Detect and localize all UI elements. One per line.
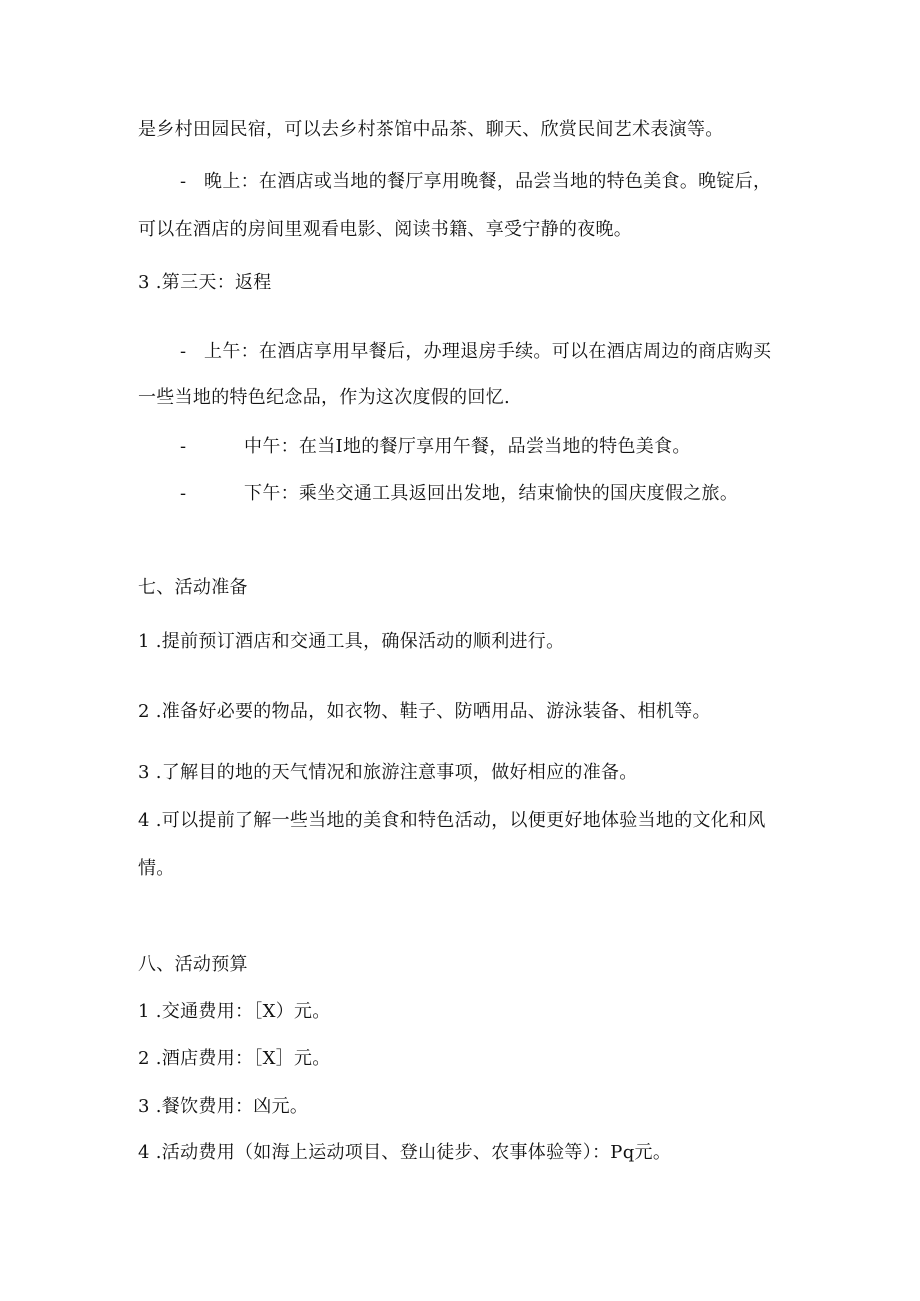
list-item-text: 4 .活动费用（如海上运动项目、登山徒步、农事体验等）：Pq元。 — [138, 1142, 672, 1163]
paragraph-line — [138, 118, 724, 142]
list-item-continuation — [138, 857, 175, 881]
morning-activity-line — [180, 340, 771, 364]
section-heading-text: 七、活动准备 — [138, 577, 248, 598]
list-item — [138, 700, 711, 724]
dash-bullet: - — [180, 341, 187, 362]
paragraph-line — [138, 218, 632, 242]
list-item — [138, 1047, 331, 1071]
list-item-text: 1 .提前预订酒店和交通工具，确保活动的顺利进行。 — [138, 631, 565, 652]
paragraph-text: 是乡村田园民宿，可以去乡村茶馆中品茶、聊天、欣赏民间艺术表演等。 — [138, 119, 724, 140]
list-item — [138, 630, 564, 654]
list-item — [138, 761, 638, 785]
list-item — [138, 809, 766, 833]
list-item — [138, 1000, 331, 1024]
paragraph-text: 可以在酒店的房间里观看电影、阅读书籍、享受宁静的夜晚。 — [138, 219, 633, 240]
list-item-text: 3 .了解目的地的天气情况和旅游注意事项，做好相应的准备。 — [138, 762, 638, 783]
evening-activity-line — [180, 170, 771, 194]
dash-bullet: - — [180, 436, 187, 457]
list-item-text: 3 .餐饮费用：凶元。 — [138, 1096, 309, 1117]
section-heading-budget — [138, 953, 248, 977]
paragraph-text: 上午：在酒店享用早餐后，办理退房手续。可以在酒店周边的商店购买 — [204, 341, 772, 362]
paragraph-text: 一些当地的特色纪念品，作为这次度假的回忆. — [138, 387, 511, 408]
afternoon-activity-line — [180, 482, 738, 506]
day-three-heading — [138, 271, 272, 295]
list-item-text: 2 .准备好必要的物品，如衣物、鞋子、防哂用品、游泳装备、相机等。 — [138, 701, 711, 722]
section-heading-text: 八、活动预算 — [138, 954, 248, 975]
list-item-text: 4 .可以提前了解一些当地的美食和特色活动，以便更好地体验当地的文化和风 — [138, 810, 766, 831]
list-item-text: 情。 — [138, 858, 175, 879]
noon-activity-line — [180, 435, 691, 459]
paragraph-text: 晚上：在酒店或当地的餐厅享用晚餐，品尝当地的特色美食。晚锭后， — [204, 171, 772, 192]
list-item-text: 1 .交通费用：［X）元。 — [138, 1001, 331, 1022]
paragraph-text: 下午：乘坐交通工具返回出发地，结束愉快的国庆度假之旅。 — [244, 483, 739, 504]
paragraph-text: 中午：在当I地的餐厅享用午餐，品尝当地的特色美食。 — [244, 436, 691, 457]
paragraph-line — [138, 386, 510, 410]
dash-bullet: - — [180, 483, 187, 504]
list-item-text: 2 .酒店费用：［X］元。 — [138, 1048, 331, 1069]
list-item — [138, 1141, 671, 1165]
list-item — [138, 1095, 308, 1119]
section-heading-preparation — [138, 576, 248, 600]
paragraph-text: 3 .第三天：返程 — [138, 272, 272, 293]
dash-bullet: - — [180, 171, 187, 192]
